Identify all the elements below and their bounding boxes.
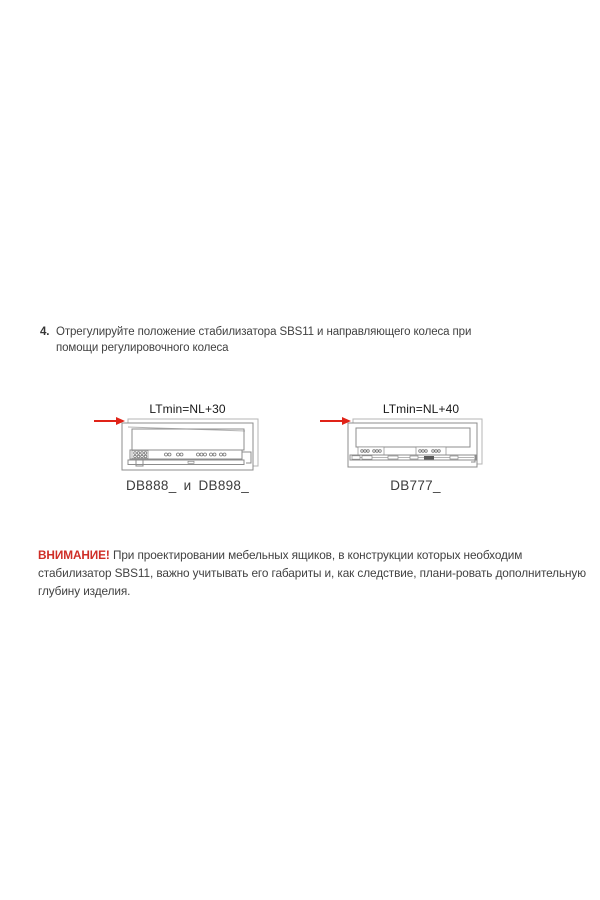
dimension-label: LTmin=NL+40: [382, 402, 460, 416]
red-arrow-right-icon: [94, 417, 125, 425]
warning-label: ВНИМАНИЕ!: [38, 548, 110, 562]
dimension-label: LTmin=NL+30: [149, 402, 226, 416]
warning-note: [38, 546, 586, 600]
warning-text: При проектировании мебельных ящиков, в конструкции которых необходим стабилизатор SBS11, важно учитывать его габариты и, как следствие, плани-ровать дополнительную глубину изделия.: [38, 548, 586, 598]
figure-caption: DB888_ и DB898_: [125, 478, 250, 493]
instruction-number: 4.: [40, 326, 50, 338]
drawer-slide-diagram: [90, 417, 270, 479]
instruction-text: Отрегулируйте положение стабилизатора SBS11 и направляющего колеса при помощи регулировочного колеса: [56, 326, 472, 354]
red-arrow-right-icon: [320, 417, 351, 425]
instruction-step-4: [40, 324, 492, 356]
drawer-slide-diagram: [318, 417, 498, 479]
figure-caption: DB777_: [390, 478, 441, 493]
figure-db888-db898: [90, 403, 270, 499]
figure-db777: [318, 403, 498, 499]
